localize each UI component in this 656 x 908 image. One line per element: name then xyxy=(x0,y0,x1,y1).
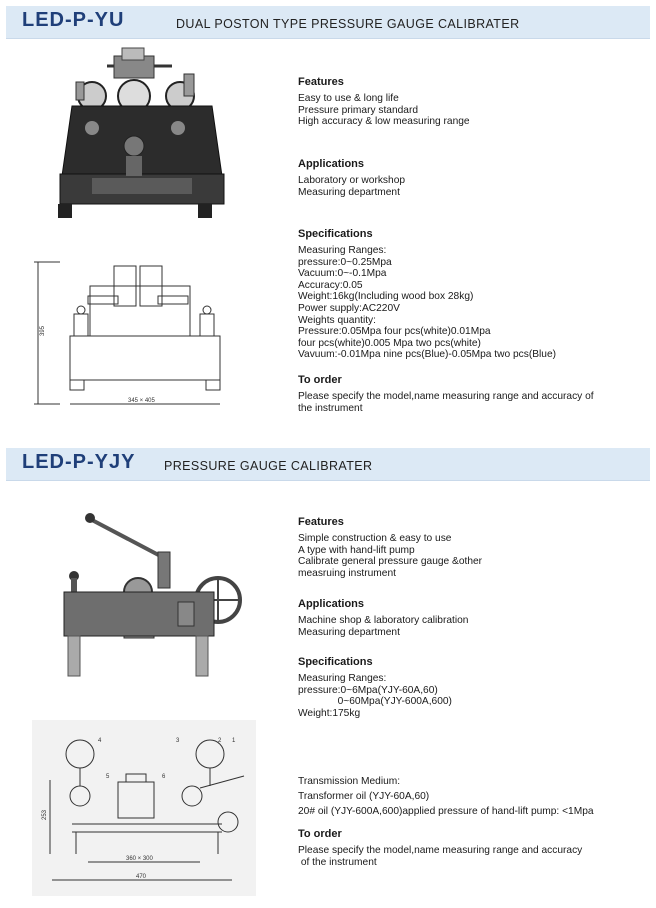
drawing-callout: 2 xyxy=(218,738,222,744)
section1-drawing-width: 345 × 405 xyxy=(128,398,155,404)
spec-item: Accuracy:0.05 xyxy=(298,279,363,291)
spec-item: Measuring Ranges: xyxy=(298,673,387,684)
section1-title: DUAL POSTON TYPE PRESSURE GAUGE CALIBRATER xyxy=(176,17,520,31)
order-text: the instrument xyxy=(298,402,363,414)
section2-features-heading: Features xyxy=(298,516,344,528)
section1-features-heading: Features xyxy=(298,76,344,88)
order-text: Please specify the model,name measuring range and accuracy xyxy=(298,845,583,856)
application-item: Machine shop & laboratory calibration xyxy=(298,615,469,626)
section1-specifications xyxy=(298,228,648,361)
feature-item: A type with hand-lift pump xyxy=(298,544,415,556)
drawing-callout: 4 xyxy=(98,738,102,744)
section2-applications xyxy=(298,598,648,638)
application-item: Measuring department xyxy=(298,626,400,638)
section2-order xyxy=(298,828,648,868)
section1-header-band xyxy=(6,6,650,39)
drawing-callout: 5 xyxy=(106,774,110,780)
section2-drawing-inner-width: 360 × 300 xyxy=(126,856,153,862)
feature-item: Calibrate general pressure gauge &other xyxy=(298,556,483,568)
section1-features xyxy=(298,76,648,128)
order-text: Please specify the model,name measuring range and accuracy of xyxy=(298,391,594,402)
feature-item: Pressure primary standard xyxy=(298,104,419,116)
section1-product-photo xyxy=(52,46,232,232)
transmission-item: 20# oil (YJY-600A,600)applied pressure of hand-lift pump: <1Mpa xyxy=(298,806,594,817)
section1-specifications-heading: Specifications xyxy=(298,228,373,240)
section2-drawing-width: 470 xyxy=(136,874,147,880)
section1-order-heading: To order xyxy=(298,374,342,386)
feature-item: Easy to use & long life xyxy=(298,93,399,104)
application-item: Measuring department xyxy=(298,186,400,198)
section2-title: PRESSURE GAUGE CALIBRATER xyxy=(164,459,373,473)
spec-item: Weight:175kg xyxy=(298,707,361,719)
section1-model: LED-P-YU xyxy=(22,9,125,31)
feature-item: measruing instrument xyxy=(298,567,396,579)
section2-product-photo xyxy=(58,508,248,680)
section2-specifications xyxy=(298,656,648,719)
spec-item: four pcs(white)0.005 Mpa two pcs(white) xyxy=(298,337,481,349)
drawing-callout: 1 xyxy=(232,738,236,744)
spec-item: Vacuum:0~-0.1Mpa xyxy=(298,268,387,280)
feature-item: Simple construction & easy to use xyxy=(298,533,452,544)
section2-features xyxy=(298,516,648,579)
transmission-item: Transmission Medium: xyxy=(298,776,401,787)
spec-item: Weights quantity: xyxy=(298,314,376,326)
section2-order-heading: To order xyxy=(298,828,342,840)
spec-item: Pressure:0.05Mpa four pcs(white)0.01Mpa xyxy=(298,326,491,338)
spec-item: Measuring Ranges: xyxy=(298,245,387,256)
spec-item: 0~60Mpa(YJY-600A,600) xyxy=(298,696,452,708)
section1-order xyxy=(298,374,648,414)
section1-technical-drawing xyxy=(30,256,236,412)
spec-item: Power supply:AC220V xyxy=(298,302,400,314)
section2-drawing-height: 253 xyxy=(42,809,48,820)
drawing-callout: 3 xyxy=(176,738,180,744)
section1-applications-heading: Applications xyxy=(298,158,365,170)
feature-item: High accuracy & low measuring range xyxy=(298,116,470,128)
section1-applications xyxy=(298,158,648,198)
spec-item: pressure:0~6Mpa(YJY-60A,60) xyxy=(298,684,438,696)
section2-transmission xyxy=(298,774,648,819)
section2-model: LED-P-YJY xyxy=(22,451,136,473)
drawing-callout: 6 xyxy=(162,774,166,780)
spec-item: Weight:16kg(Including wood box 28kg) xyxy=(298,291,474,303)
spec-item: Vavuum:-0.01Mpa nine pcs(Blue)-0.05Mpa two pcs(Blue) xyxy=(298,349,557,361)
spec-item: pressure:0~0.25Mpa xyxy=(298,256,392,268)
section2-applications-heading: Applications xyxy=(298,598,365,610)
transmission-item: Transformer oil (YJY-60A,60) xyxy=(298,791,430,802)
section2-header-band xyxy=(6,448,650,481)
order-text: of the instrument xyxy=(298,856,377,868)
application-item: Laboratory or workshop xyxy=(298,175,406,186)
section1-drawing-height: 395 xyxy=(40,325,46,336)
section2-technical-drawing xyxy=(32,720,256,896)
section2-specifications-heading: Specifications xyxy=(298,656,373,668)
